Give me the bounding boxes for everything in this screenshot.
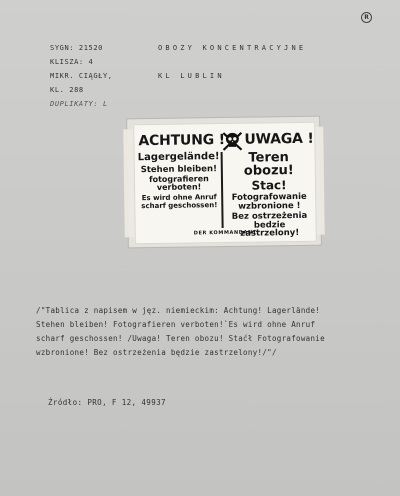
caption-line: /"Tablica z napisem w jęz. niemieckim: Achtung! Lagerlände! bbox=[36, 306, 321, 315]
sign-line: verboten! bbox=[156, 181, 202, 192]
sign-line: scharf geschossen! bbox=[141, 200, 218, 210]
sign-header bbox=[134, 129, 314, 152]
sign-line: Lagergelände! bbox=[137, 151, 220, 164]
collection-subtitle: KL LUBLIN bbox=[158, 72, 225, 80]
sign-line: Stac! bbox=[251, 178, 287, 193]
sign-german-column bbox=[137, 152, 222, 210]
kl-label: KL. 288 bbox=[50, 86, 84, 94]
sign-polish-column bbox=[225, 151, 314, 239]
sign-line: Bez ostrzeżenia bbox=[231, 210, 308, 222]
sign-divider bbox=[221, 152, 224, 228]
skull-icon bbox=[221, 130, 243, 152]
sign-word-achtung: ACHTUNG ! bbox=[138, 131, 225, 150]
registered-mark-icon: R bbox=[361, 12, 372, 23]
klisza-label: KLISZA: 4 bbox=[50, 58, 94, 66]
sign-line: Es wird ohne Anruf bbox=[141, 192, 217, 202]
photo-caption bbox=[36, 304, 380, 360]
duplikat-label: DUPLIKATY: L bbox=[50, 100, 108, 108]
sign-line: Fotografowanie bbox=[231, 191, 307, 203]
sign-line: Stehen bleiben! bbox=[140, 164, 217, 176]
warning-sign bbox=[133, 122, 317, 245]
mikr-label: MIKR. CIĄGŁY, bbox=[50, 72, 113, 80]
sign-line: wzbronione ! bbox=[238, 200, 301, 212]
sign-line: fotografieren bbox=[148, 173, 209, 184]
sign-line: bedzie zastrzelony! bbox=[240, 219, 300, 239]
caption-line: Stehen bleiben! Fotografieren verboten!`Es wird ohne Anruf bbox=[36, 320, 316, 329]
caption-line: wzbronione! Bez ostrzeżenia będzie zastrzelony!/"/ bbox=[36, 348, 277, 357]
sygn-label: SYGN: 21520 bbox=[50, 44, 103, 52]
collection-title: OBOZY KONCENTRACYJNE bbox=[158, 44, 307, 52]
source-reference: Źródło: PRO, F 12, 49937 bbox=[48, 398, 166, 407]
sign-commandant: DER KOMMANDANT bbox=[193, 229, 257, 237]
sign-line: Teren obozu! bbox=[243, 150, 294, 179]
caption-line: scharf geschossen! /Uwaga! Teren obozu! Staćł Fotografowanie bbox=[36, 334, 325, 343]
sign-photograph bbox=[127, 117, 321, 248]
sign-word-uwaga: UWAGA ! bbox=[244, 130, 314, 148]
